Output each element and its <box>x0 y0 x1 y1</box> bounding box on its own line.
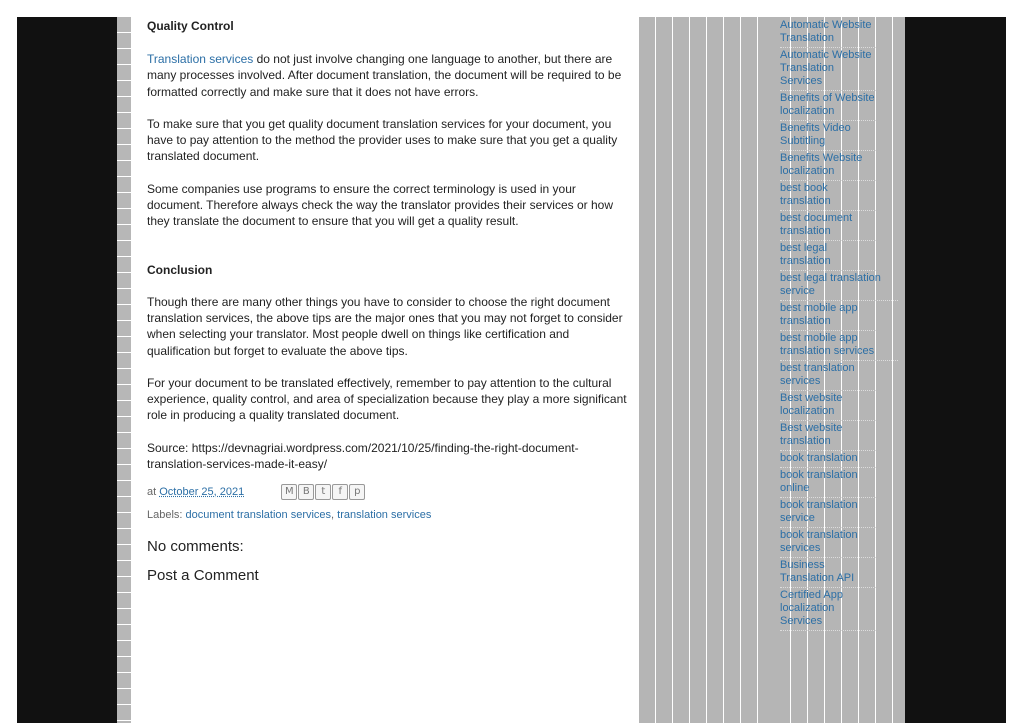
labels-prefix: Labels: <box>147 508 186 521</box>
label-item[interactable]: book translation online <box>780 469 876 498</box>
left-gutter <box>117 17 131 723</box>
label-item[interactable]: best legal translation service <box>780 272 898 301</box>
right-frame <box>905 17 1006 723</box>
pinterest-icon[interactable]: p <box>349 484 365 500</box>
source-line: Source: https://devnagriai.wordpress.com/2021/10/25/finding-the-right-document-translation-services-made-it-easy/ <box>147 440 579 472</box>
label-item[interactable]: best mobile app translation services <box>780 332 898 361</box>
label-item[interactable]: book translation services <box>780 529 876 558</box>
blogger-icon[interactable]: B <box>298 484 314 500</box>
sidebar-grid-background <box>638 17 774 723</box>
posted-at-label: at <box>147 486 160 499</box>
label-item[interactable]: Benefits of Website localization <box>780 92 876 121</box>
post-footer <box>147 484 627 500</box>
heading-quality-control: Quality Control <box>147 19 234 33</box>
label-item[interactable]: best translation services <box>780 362 876 391</box>
paragraph-1 <box>147 51 627 100</box>
paragraph-5: For your document to be translated effectively, remember to pay attention to the cultural experience, quality control, and area of specialization because they play a more significant role in producing a quality translated document. <box>147 375 627 423</box>
paragraph-4: Though there are many other things you have to consider to choose the right document translation services, the above tips are the major ones that you may not forget to consider when selecting your translator. Most people dwell on things like certification and qualification but forget to evaluate the above tips. <box>147 294 623 358</box>
label-item[interactable]: best legal translation <box>780 242 876 271</box>
label-item[interactable]: best mobile app translation <box>780 302 876 331</box>
sidebar-labels-widget <box>774 17 905 723</box>
email-icon[interactable]: M <box>281 484 297 500</box>
label-item[interactable]: best book translation <box>780 182 876 211</box>
heading-conclusion: Conclusion <box>147 262 213 277</box>
post-a-comment-heading: Post a Comment <box>147 567 259 585</box>
paragraph-1-text: do not just involve changing one language to another, but there are many processes involved. After document translation, the document will be required to be formatted correctly and make sure that it does not have errors. <box>147 52 622 99</box>
link-translation-services[interactable]: Translation services <box>147 52 254 66</box>
left-frame <box>17 17 117 723</box>
label-item[interactable]: Benefits Website localization <box>780 152 876 181</box>
post-body <box>147 17 627 585</box>
post-labels: Labels: document translation services, translation services <box>147 508 432 521</box>
post-date-link[interactable]: October 25, 2021 <box>159 486 245 499</box>
label-item[interactable]: Certified App localization Services <box>780 589 876 631</box>
label-item[interactable]: best document translation <box>780 212 876 241</box>
label-item[interactable]: book translation service <box>780 499 876 528</box>
facebook-icon[interactable]: f <box>332 484 348 500</box>
label-item[interactable]: Automatic Website Translation <box>780 19 876 48</box>
label-item[interactable]: Business Translation API <box>780 559 876 588</box>
twitter-icon[interactable]: t <box>315 484 331 500</box>
post-main <box>131 17 638 723</box>
paragraph-3: Some companies use programs to ensure the correct terminology is used in your document. Therefore always check the way the translator provides their services or how they translate the document to ensure that you will get a quality result. <box>147 181 613 229</box>
label-item[interactable]: Benefits Video Subtitling <box>780 122 876 151</box>
label-item[interactable]: Best website localization <box>780 392 876 421</box>
label-link-translation-services[interactable]: translation services <box>337 508 432 521</box>
label-item[interactable]: Automatic Website Translation Services <box>780 49 876 91</box>
share-buttons <box>281 484 365 500</box>
label-item[interactable]: book translation <box>780 452 876 468</box>
label-list <box>780 19 898 632</box>
label-item[interactable]: Best website translation <box>780 422 876 451</box>
no-comments-heading: No comments: <box>147 537 244 555</box>
label-link-document-translation-services[interactable]: document translation services <box>185 508 332 521</box>
paragraph-2: To make sure that you get quality document translation services for your document, you have to pay attention to the method the provider uses to make sure that you get a quality translated document. <box>147 116 618 164</box>
